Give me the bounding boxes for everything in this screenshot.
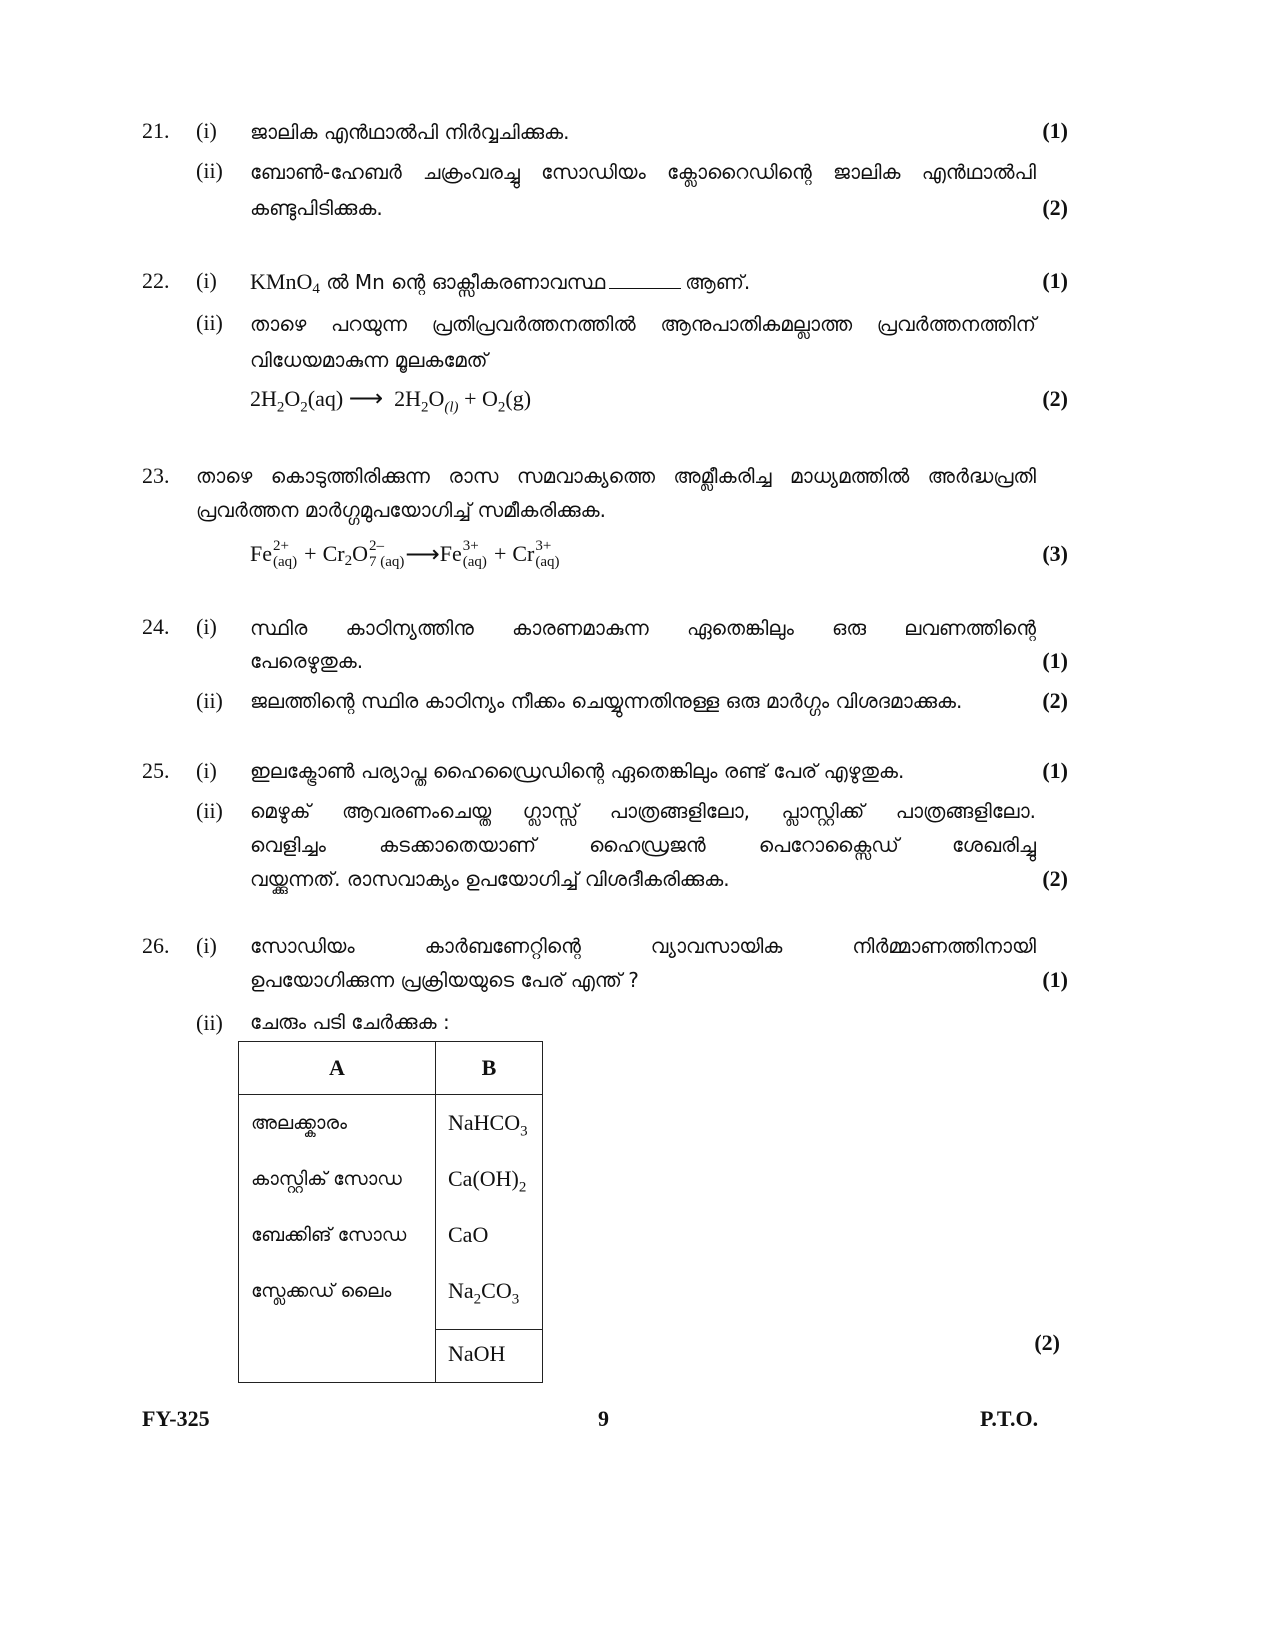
column-b-item (448, 1161, 530, 1217)
q26-i-text-line2: ഉപയോഗിക്കുന്ന പ്രക്രിയയുടെ പേര് എന്ത് ? (250, 968, 639, 992)
q25-ii-text-line1: മെഴുക് ആവരണംചെയ്ത ഗ്ലാസ്സ് പാത്രങ്ങളിലോ, പ്ലാസ്റ്റിക്ക് പാത്രങ്ങളിലോ. (250, 799, 1036, 823)
eq-fe3-charge: 3+ (462, 538, 479, 554)
q26-i-label: (i) (196, 933, 217, 958)
q22-i-text (250, 264, 750, 300)
q23-text-line1: താഴെ കൊടുത്തിരിക്കുന്ന രാസ സമവാക്യത്തെ അമ്ലീകരിച്ച മാധ്യമത്തിൽ അർദ്ധപ്രതി (196, 464, 1036, 488)
column-a (239, 1095, 436, 1383)
q25-ii-text-line3: വയ്ക്കുന്നത്. രാസവാക്യം ഉപയോഗിച്ച് വിശദീകരിക്കുക. (250, 867, 730, 891)
column-b (436, 1095, 543, 1383)
column-b-item: NaOH (436, 1329, 542, 1382)
eq-dichromate-charge: 2– (368, 538, 384, 554)
eq-h2o-state: (l) (444, 399, 459, 416)
na2co3-na: Na (448, 1278, 474, 1303)
eq-fe: Fe (250, 541, 272, 566)
na2co3-co: CO (481, 1278, 512, 1303)
eq-fe-charge: 2+ (273, 538, 289, 554)
q25-ii-marks: (2) (1042, 866, 1068, 891)
q23-marks: (3) (1042, 541, 1068, 566)
q24-i-label: (i) (196, 614, 217, 639)
q21-ii-text-line2: കണ്ടുപിടിക്കുക. (250, 196, 383, 220)
table-header-b: B (436, 1042, 543, 1095)
q21-number: 21. (142, 118, 170, 143)
eq-fe-state: (aq) (273, 554, 298, 570)
q24-ii-marks: (2) (1042, 688, 1068, 713)
eq-h2o2-h: 2H (250, 386, 277, 411)
table-header-a: A (239, 1042, 436, 1095)
eq-cr3: Cr (512, 541, 535, 566)
q22-ii-text-line2: വിധേയമാകുന്ന മൂലകമേത് (250, 348, 488, 372)
kmno4-formula: KMnO (250, 269, 313, 294)
caoh2-formula: Ca(OH) (448, 1166, 519, 1191)
column-b-item (448, 1105, 530, 1161)
fill-in-blank (609, 270, 681, 289)
q26-i-text-line1: സോഡിയം കാർബണേറ്റിന്റെ വ്യാവസായിക നിർമ്മാണത്തിനായി (250, 934, 1036, 958)
q26-number: 26. (142, 933, 170, 958)
match-table (238, 1041, 543, 1383)
q25-number: 25. (142, 758, 170, 783)
page-number: 9 (598, 1406, 609, 1431)
q21-ii-label: (ii) (196, 158, 223, 183)
eq-h2o-h-sub: 2 (421, 399, 429, 416)
q24-i-text-line2: പേരെഴുതുക. (250, 649, 364, 673)
column-b-item: CaO (448, 1222, 489, 1247)
q22-ii-label: (ii) (196, 310, 223, 335)
q26-ii-marks: (2) (1034, 1330, 1060, 1355)
nahco3-sub: 3 (520, 1123, 528, 1140)
q22-ii-text-line1: താഴെ പറയുന്ന പ്രതിപ്രവർത്തനത്തിൽ ആനുപാതികമല്ലാത്ത പ്രവർത്തനത്തിന് (250, 312, 1036, 336)
eq-cr3-charge: 3+ (535, 538, 552, 554)
eq-plus-2: + (493, 541, 507, 566)
q24-i-marks: (1) (1042, 648, 1068, 673)
q24-ii-text: ജലത്തിന്റെ സ്ഥിര കാഠിന്യം നീക്കം ചെയ്യുന്നതിനുള്ള ഒരു മാർഗ്ഗം വിശദമാക്കുക. (250, 689, 963, 713)
eq-h2o2-state: (aq) (307, 386, 344, 411)
q22-i-label: (i) (196, 268, 217, 293)
q24-i-text-line1: സ്ഥിര കാഠിന്യത്തിനു കാരണമാകുന്ന ഏതെങ്കിലും ഒരു ലവണത്തിന്റെ (250, 616, 1036, 640)
q25-ii-label: (ii) (196, 798, 223, 823)
q22-ii-marks: (2) (1042, 386, 1068, 411)
q22-number: 22. (142, 268, 170, 293)
q25-i-label: (i) (196, 758, 217, 783)
table-header-row (239, 1042, 543, 1095)
eq-h2o2-h-sub: 2 (276, 399, 285, 416)
eq-cr: Cr (322, 541, 345, 566)
kmno4-subscript: 4 (312, 281, 320, 298)
column-a-item: സ്ലേക്കഡ് ലൈം (251, 1280, 392, 1302)
q23-text-line2: പ്രവർത്തന മാർഗ്ഗമുപയോഗിച്ച് സമീകരിക്കുക. (196, 498, 606, 522)
q25-i-marks: (1) (1042, 758, 1068, 783)
q26-i-marks: (1) (1042, 967, 1068, 992)
caoh2-sub: 2 (518, 1179, 527, 1196)
eq-arrow: ⟶ (348, 386, 384, 412)
eq-fe3: Fe (439, 541, 462, 566)
footer-code: FY-325 (142, 1406, 210, 1431)
column-a-item: കാസ്റ്റിക് സോഡ (251, 1168, 402, 1190)
eq-plus-1: + (304, 541, 317, 566)
q23-equation (250, 538, 561, 570)
q24-number: 24. (142, 614, 170, 639)
q26-ii-text: ചേരും പടി ചേർക്കുക : (250, 1010, 450, 1034)
q22-i-marks: (1) (1042, 268, 1068, 293)
q21-i-marks: (1) (1042, 118, 1068, 143)
eq-o2-state: (g) (505, 386, 532, 411)
eq-dichromate-state: 7 (aq) (368, 554, 405, 570)
q21-i-label: (i) (196, 118, 217, 143)
column-a-item: ബേക്കിങ് സോഡ (251, 1224, 407, 1246)
na2co3-sub2: 3 (511, 1291, 520, 1308)
na2co3-sub1: 2 (473, 1291, 482, 1308)
q25-i-text: ഇലക്ട്രോൺ പര്യാപ്ത ഹൈഡ്രൈഡിന്റെ ഏതെങ്കിലും രണ്ട് പേര് എഴുതുക. (250, 759, 905, 783)
eq-plus: + (464, 386, 477, 411)
q23-number: 23. (142, 463, 170, 488)
eq-h2o2-o-sub: 2 (300, 399, 308, 416)
q22-i-body: ൽ Mn ന്റെ ഓക്സീകരണാവസ്ഥ (319, 270, 606, 294)
q22-equation (250, 384, 531, 416)
q21-ii-marks: (2) (1042, 195, 1068, 220)
eq-o2-sub: 2 (497, 399, 506, 416)
column-b-item (448, 1273, 530, 1329)
eq-h2o-h: 2H (394, 386, 421, 411)
q24-ii-label: (ii) (196, 688, 223, 713)
eq-h2o2-o: O (284, 386, 301, 411)
eq-o: O (352, 541, 368, 566)
eq-cr3-state: (aq) (535, 554, 560, 570)
q21-ii-text-line1: ബോൺ-ഹേബർ ചക്രംവരച്ചു സോഡിയം ക്ലോറൈഡിന്റെ ജാലിക എൻഥാൽപി (250, 160, 1036, 184)
q22-i-suffix: ആണ്. (685, 270, 751, 294)
eq-cr-sub: 2 (344, 552, 353, 569)
column-a-item: അലക്ക്കാരം (251, 1112, 347, 1134)
q26-ii-label: (ii) (196, 1010, 223, 1035)
q25-ii-text-line2: വെളിച്ചം കടക്കാതെയാണ് ഹൈഡ്രജൻ പെറോക്സൈഡ് ശേഖരിച്ചു (250, 833, 1036, 857)
eq-o2: O (481, 386, 498, 411)
eq-fe3-state: (aq) (462, 554, 487, 570)
eq-h2o-o: O (428, 386, 445, 411)
nahco3-formula: NaHCO (448, 1110, 521, 1135)
q21-i-text: ജാലിക എൻഥാൽപി നിർവ്വചിക്കുക. (250, 120, 570, 144)
column-a-item (251, 1329, 423, 1375)
table-body (239, 1095, 543, 1383)
footer-pto: P.T.O. (980, 1406, 1039, 1431)
eq-arrow-2: ⟶ (405, 541, 440, 568)
